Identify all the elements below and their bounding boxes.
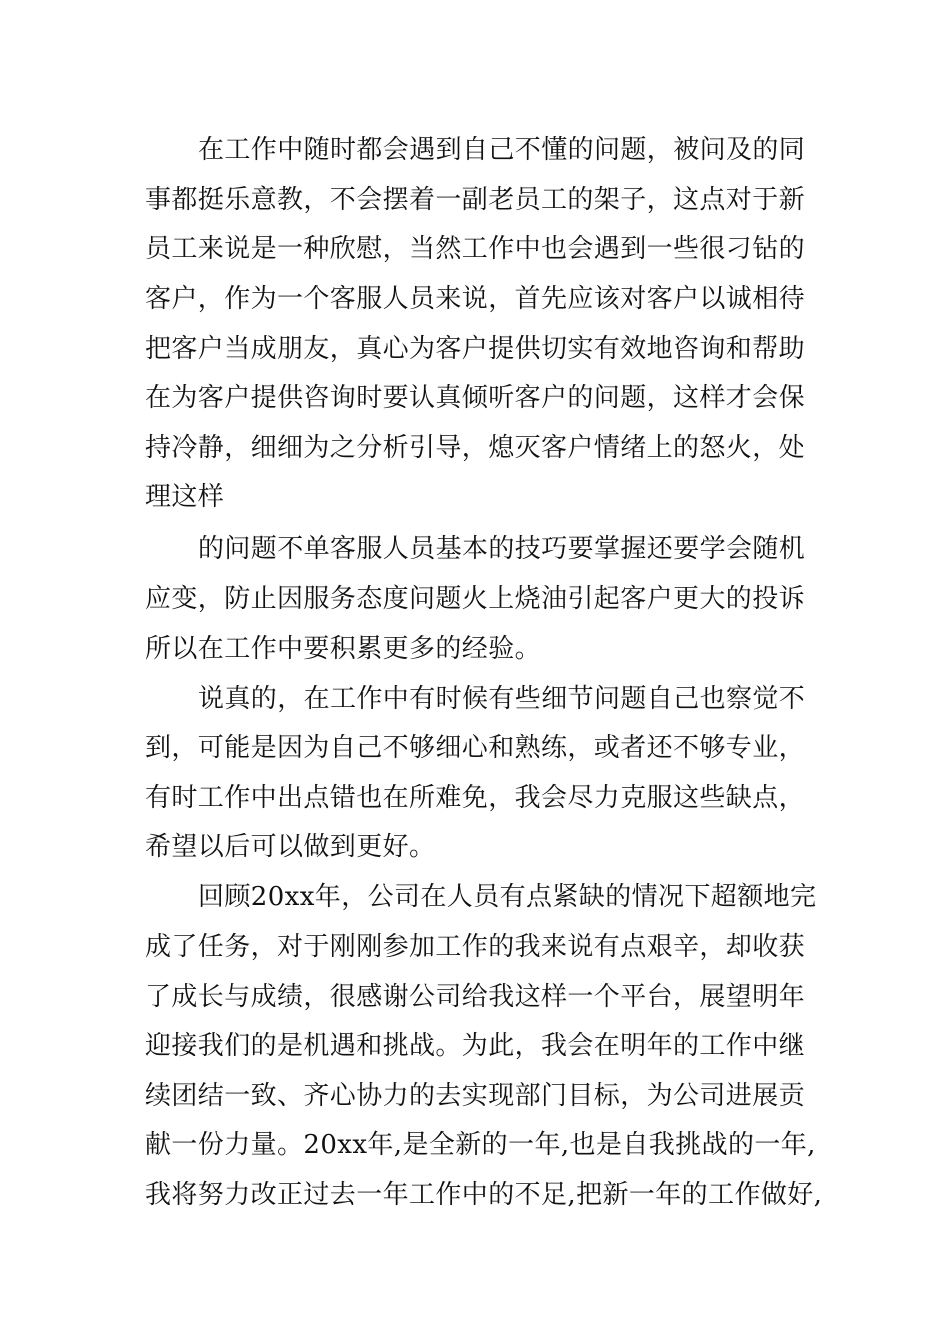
- text-line: 献一份力量。20xx年,是全新的一年,也是自我挑战的一年,: [145, 1130, 816, 1160]
- text-line: 事都挺乐意教，不会摆着一副老员工的架子，这点对于新: [145, 185, 806, 215]
- text-line: 回顾20xx年，公司在人员有点紧缺的情况下超额地完: [198, 882, 817, 912]
- text-line: 说真的，在工作中有时候有些细节问题自己也察觉不: [198, 684, 806, 714]
- text-line: 的问题不单客服人员基本的技巧要掌握还要学会随机: [198, 534, 806, 564]
- text-line: 应变，防止因服务态度问题火上烧油引起客户更大的投诉: [145, 584, 806, 614]
- text-line: 客户，作为一个客服人员来说，首先应该对客户以诚相待: [145, 284, 806, 314]
- text-line: 在为客户提供咨询时要认真倾听客户的问题，这样才会保: [145, 383, 806, 413]
- text-line: 有时工作中出点错也在所难免，我会尽力克服这些缺点，: [145, 783, 806, 813]
- text-line: 所以在工作中要积累更多的经验。: [145, 634, 542, 664]
- text-line: 员工来说是一种欣慰，当然工作中也会遇到一些很刁钻的: [145, 234, 806, 264]
- text-line: 成了任务，对于刚刚参加工作的我来说有点艰辛，却收获: [145, 932, 806, 962]
- text-line: 在工作中随时都会遇到自己不懂的问题，被问及的同: [198, 135, 806, 165]
- text-line: 把客户当成朋友，真心为客户提供切实有效地咨询和帮助: [145, 334, 806, 364]
- text-line: 希望以后可以做到更好。: [145, 832, 436, 862]
- text-line: 持冷静，细细为之分析引导，熄灭客户情绪上的怒火，处: [145, 433, 806, 463]
- text-line: 我将努力改正过去一年工作中的不足,把新一年的工作做好,: [145, 1180, 823, 1210]
- text-line: 了成长与成绩，很感谢公司给我这样一个平台，展望明年: [145, 982, 806, 1012]
- text-line: 迎接我们的是机遇和挑战。为此，我会在明年的工作中继: [145, 1031, 806, 1061]
- text-line: 到，可能是因为自己不够细心和熟练，或者还不够专业，: [145, 733, 806, 763]
- text-line: 理这样: [145, 482, 225, 512]
- text-line: 续团结一致、齐心协力的去实现部门目标，为公司进展贡: [145, 1081, 806, 1111]
